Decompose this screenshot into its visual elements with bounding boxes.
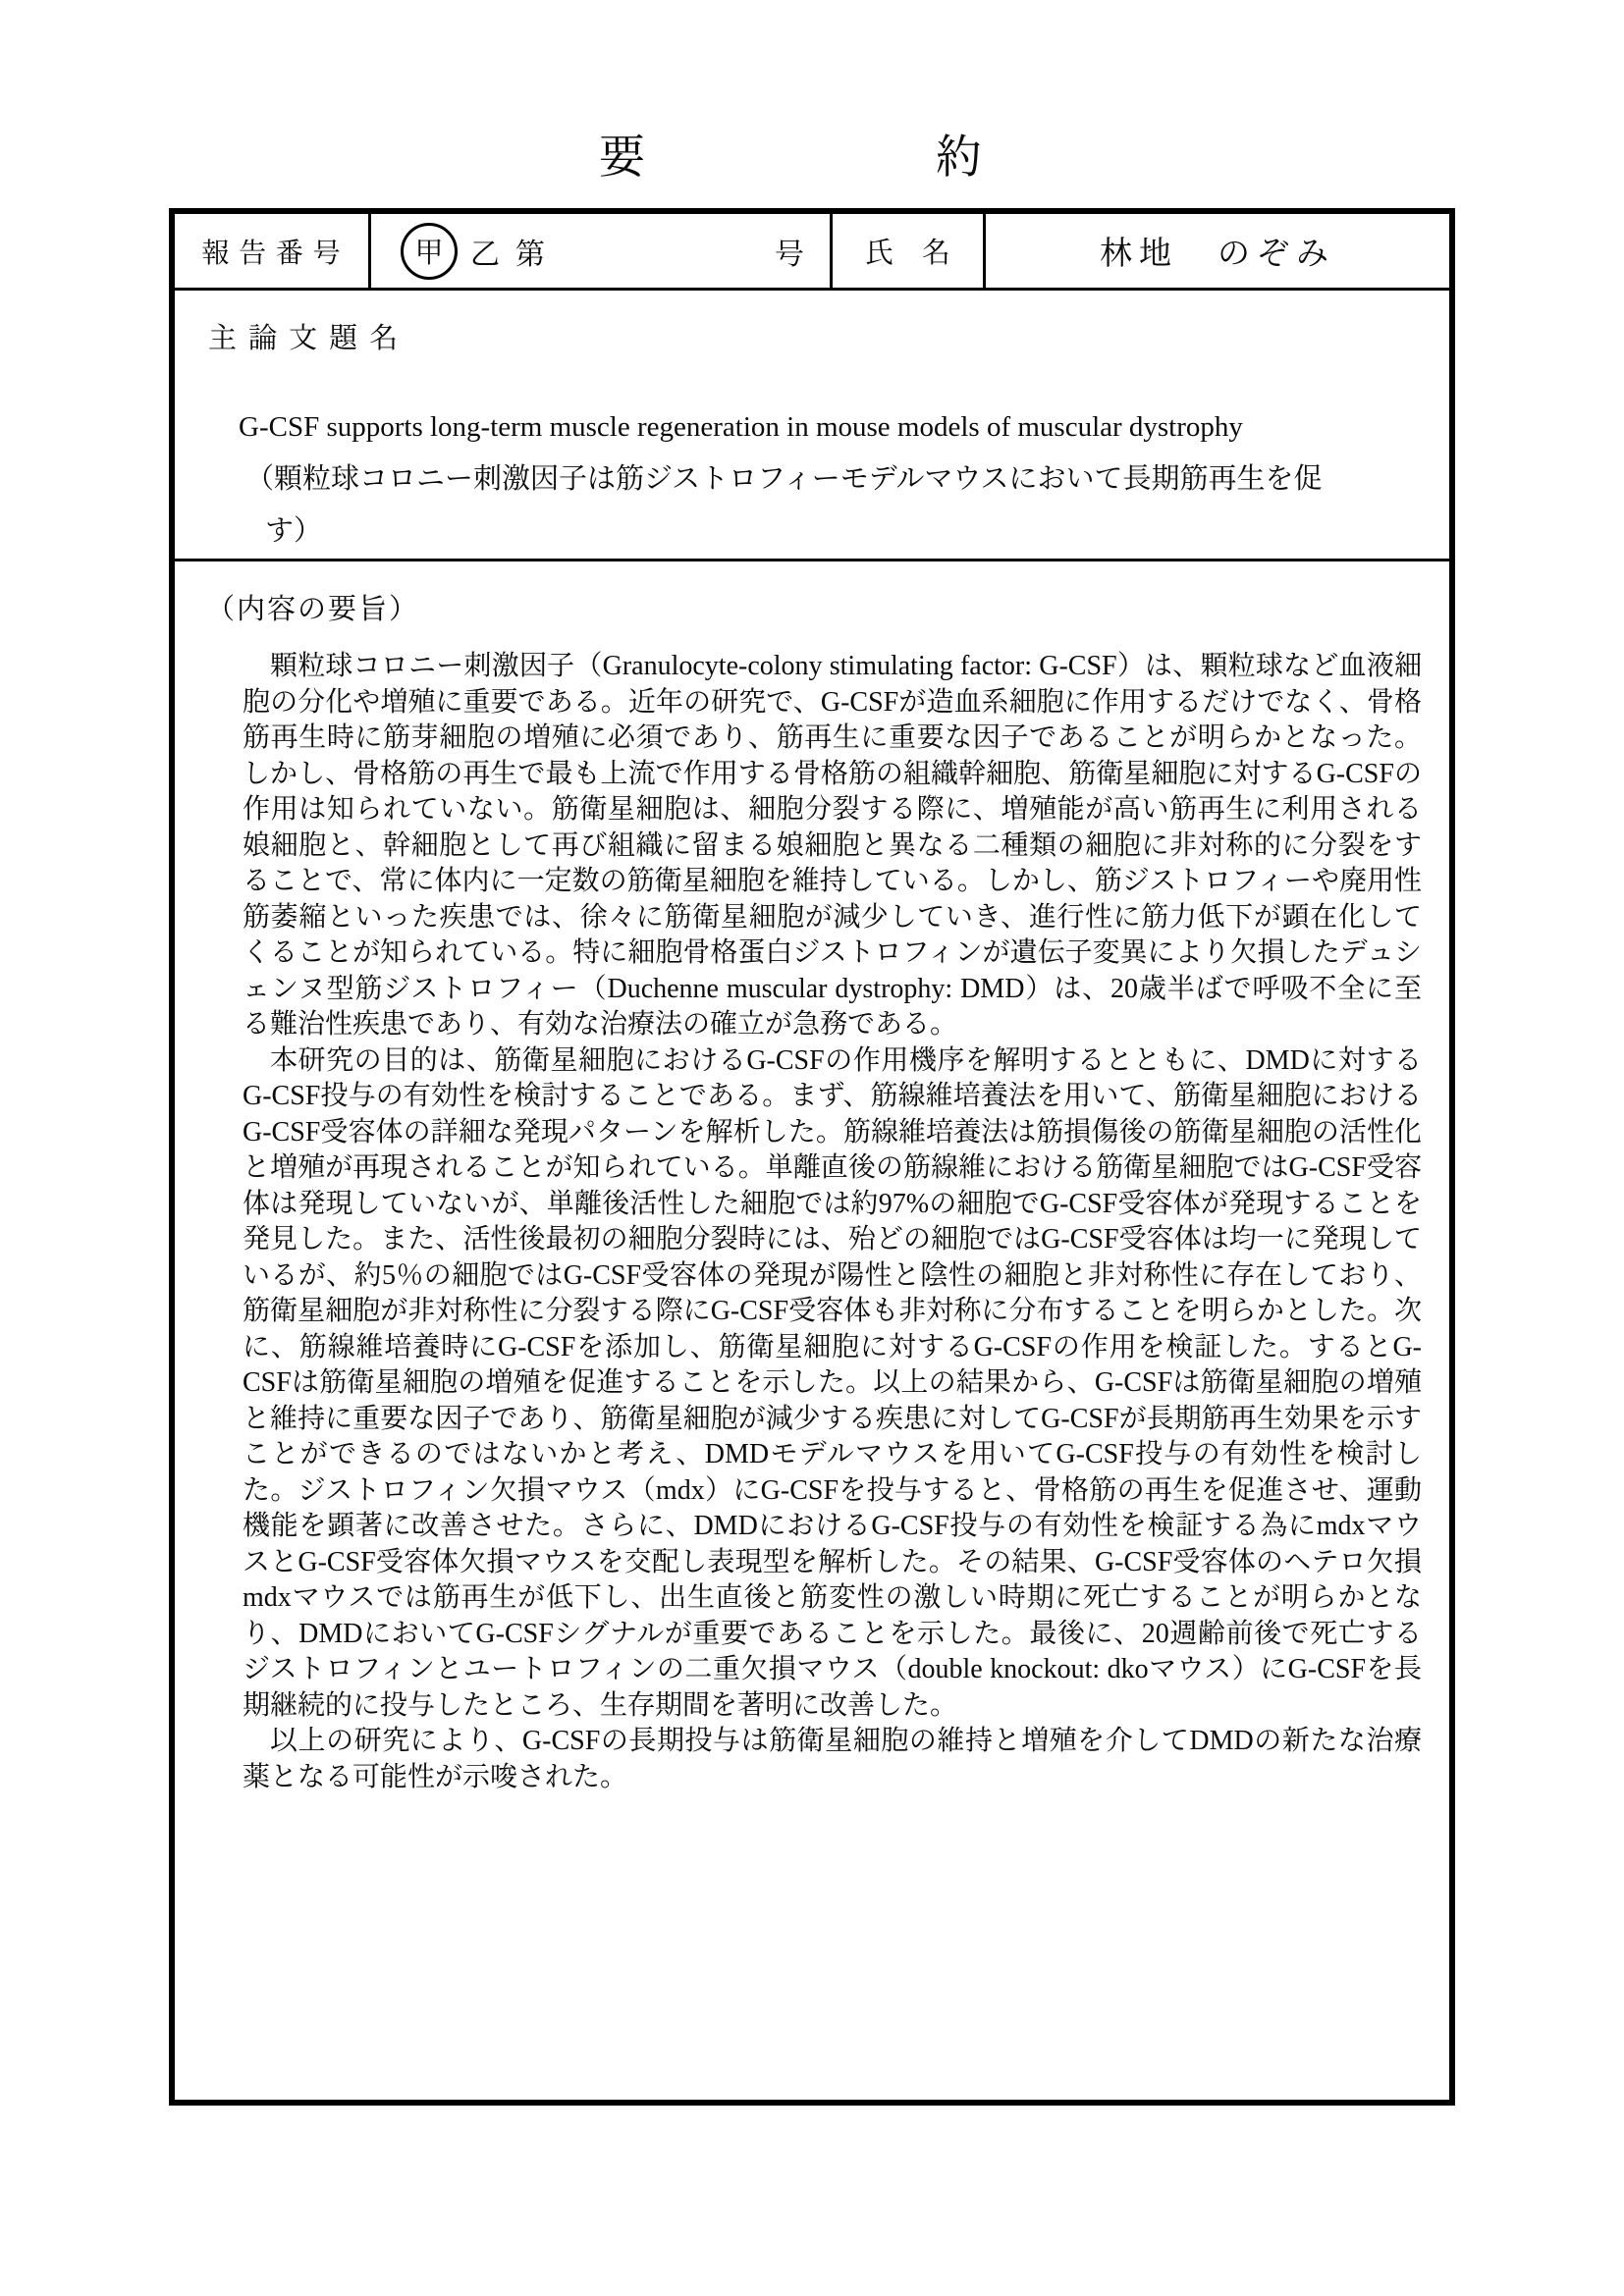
name-label: 氏 名 bbox=[864, 238, 950, 269]
page-title-char-you: 要 bbox=[599, 133, 645, 184]
page-title-char-yaku: 約 bbox=[936, 133, 982, 184]
abstract-paragraph: 以上の研究により、G-CSFの長期投与は筋衛星細胞の維持と増殖を介してDMDの新たな治療薬となる可能性が示唆された。 bbox=[243, 1726, 1422, 1792]
abstract-paragraph: 顆粒球コロニー刺激因子（Granulocyte-colony stimulating factor: G-CSF）は、顆粒球など血液細胞の分化や増殖に重要である。近年の研究で、G-CSFが造血系細胞に作用するだけでなく、骨格筋再生時に筋芽細胞の増殖に必須であり、筋再生に重要な因子であることが明らかとなった。しかし、骨格筋の再生で最も上流で作用する骨格筋の組織幹細胞、筋衛星細胞に対するG-CSFの作用は知られていない。筋衛星細胞は、細胞分裂する際に、増殖能が高い筋再生に利用される娘細胞と、幹細胞として再び組織に留まる娘細胞と異なる二種類の細胞に非対称的に分裂をすることで、常に体内に一定数の筋衛星細胞を維持している。しかし、筋ジストロフィーや廃用性筋萎縮といった疾患では、徐々に筋衛星細胞が減少していき、進行性に筋力低下が顕在化してくることが知られている。特に細胞骨格蛋白ジストロフィンが遺伝子変異により欠損したデュシェンヌ型筋ジストロフィー（Duchenne muscular dystrophy: DMD）は、20歳半ばで呼吸不全に至る難治性疾患であり、有効な治療法の確立が急務である。 bbox=[243, 651, 1422, 1040]
report-number-label-cell bbox=[175, 214, 371, 288]
abstract-section-label: （内容の要旨） bbox=[206, 594, 420, 625]
name-value: 林地 のぞみ bbox=[1100, 237, 1335, 272]
thesis-title-english: G-CSF supports long-term muscle regeneration in mouse models of muscular dystrophy bbox=[239, 411, 1243, 443]
abstract-body bbox=[243, 649, 1422, 1795]
report-number-label: 報 告 番 号 bbox=[201, 237, 342, 268]
kou-circled-mark bbox=[401, 223, 458, 280]
page-title bbox=[0, 135, 1602, 182]
name-label-cell bbox=[833, 214, 986, 288]
abstract-section bbox=[175, 561, 1449, 2100]
summary-form-box bbox=[169, 208, 1455, 2106]
thesis-title-japanese: （顆粒球コロニー刺激因子は筋ジストロフィーモデルマウスにおいて長期筋再生を促す） bbox=[245, 463, 1323, 547]
kou-mark: 甲 bbox=[414, 238, 444, 269]
main-title-section bbox=[175, 291, 1449, 561]
report-number-value-cell bbox=[371, 214, 833, 288]
abstract-paragraph: 本研究の目的は、筋衛星細胞におけるG-CSFの作用機序を解明するとともに、DMDに対するG-CSF投与の有効性を検討することである。まず、筋線維培養法を用いて、筋衛星細胞におけるG-CSF受容体の詳細な発現パターンを解析した。筋線維培養法は筋損傷後の筋衛星細胞の活性化と増殖が再現されることが知られている。単離直後の筋線維における筋衛星細胞ではG-CSF受容体は発現していないが、単離後活性した細胞では約97%の細胞でG-CSF受容体が発現することを発見した。また、活性後最初の細胞分裂時には、殆どの細胞ではG-CSF受容体は均一に発現しているが、約5％の細胞ではG-CSF受容体の発現が陽性と陰性の細胞と非対称性に存在しており、筋衛星細胞が非対称性に分裂する際にG-CSF受容体も非対称に分布することを明らかとした。次に、筋線維培養時にG-CSFを添加し、筋衛星細胞に対するG-CSFの作用を検証した。するとG-CSFは筋衛星細胞の増殖を促進することを示した。以上の結果から、G-CSFは筋衛星細胞の増殖と維持に重要な因子であり、筋衛星細胞が減少する疾患に対してG-CSFが長期筋再生効果を示すことができるのではないかと考え、DMDモデルマウスを用いてG-CSF投与の有効性を検討した。ジストロフィン欠損マウス（mdx）にG-CSFを投与すると、骨格筋の再生を促進させ、運動機能を顕著に改善させた。さらに、DMDにおけるG-CSF投与の有効性を検証する為にmdxマウスとG-CSF受容体欠損マウスを交配し表現型を解析した。その結果、G-CSF受容体のヘテロ欠損mdxマウスでは筋再生が低下し、出生直後と筋変性の激しい時期に死亡することが明らかとなり、DMDにおいてG-CSFシグナルが重要であることを示した。最後に、20週齢前後で死亡するジストロフィンとユートロフィンの二重欠損マウス（double knockout: dkoマウス）にG-CSFを長期継続的に投与したところ、生存期間を著明に改善した。 bbox=[243, 1044, 1422, 1721]
otsu-mark: 乙 bbox=[470, 238, 500, 271]
main-title-section-label: 主 論 文 題 名 bbox=[208, 323, 401, 354]
name-value-cell bbox=[986, 214, 1449, 288]
gou-suffix: 号 bbox=[775, 238, 804, 271]
report-header-row bbox=[175, 214, 1449, 291]
thesis-title-block bbox=[239, 401, 1420, 558]
dai-prefix: 第 bbox=[515, 238, 545, 271]
